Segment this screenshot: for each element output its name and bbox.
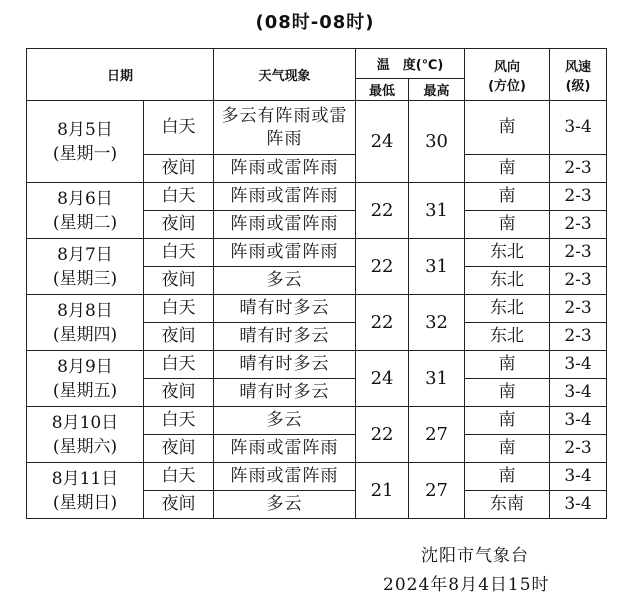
date-label: 8月10日 <box>51 412 119 433</box>
date-cell <box>27 407 144 463</box>
temp-min-cell: 22 <box>356 295 409 351</box>
wind-speed-cell: 2-3 <box>550 435 607 463</box>
wind-speed-cell: 3-4 <box>550 379 607 407</box>
table-row <box>27 351 607 379</box>
table-row <box>27 239 607 267</box>
weather-cell: 多云有阵雨或雷阵雨 <box>214 101 356 155</box>
period-cell: 白天 <box>144 295 214 323</box>
period-cell: 白天 <box>144 239 214 267</box>
table-row <box>27 295 607 323</box>
wind-direction-cell: 南 <box>465 351 550 379</box>
weather-cell: 多云 <box>214 407 356 435</box>
date-label: 8月9日 <box>57 356 113 377</box>
weather-cell: 阵雨或雷阵雨 <box>214 211 356 239</box>
wind-direction-cell: 东北 <box>465 323 550 351</box>
temp-min-cell: 22 <box>356 239 409 295</box>
weather-cell: 晴有时多云 <box>214 379 356 407</box>
table-row <box>27 101 607 155</box>
header-wind-speed <box>550 49 607 101</box>
date-label: 8月11日 <box>51 468 119 489</box>
period-cell: 夜间 <box>144 323 214 351</box>
wind-direction-cell: 南 <box>465 183 550 211</box>
period-cell: 夜间 <box>144 491 214 519</box>
weekday-label: (星期四) <box>52 324 118 345</box>
weather-cell: 晴有时多云 <box>214 295 356 323</box>
wind-direction-cell: 南 <box>465 155 550 183</box>
weather-cell: 阵雨或雷阵雨 <box>214 463 356 491</box>
weekday-label: (星期二) <box>52 212 118 233</box>
table-row <box>27 407 607 435</box>
temp-min-cell: 24 <box>356 101 409 183</box>
wind-speed-cell: 2-3 <box>550 267 607 295</box>
date-cell <box>27 463 144 519</box>
wind-direction-cell: 东北 <box>465 295 550 323</box>
weekly-forecast-table <box>26 48 607 519</box>
wind-direction-cell: 东北 <box>465 267 550 295</box>
header-wind-direction-unit: (方位) <box>488 78 526 94</box>
table-row <box>27 463 607 491</box>
header-weather: 天气现象 <box>214 49 356 101</box>
weather-cell: 晴有时多云 <box>214 323 356 351</box>
wind-speed-cell: 2-3 <box>550 323 607 351</box>
wind-speed-cell: 3-4 <box>550 351 607 379</box>
period-cell: 夜间 <box>144 267 214 295</box>
wind-direction-cell: 南 <box>465 379 550 407</box>
period-cell: 白天 <box>144 407 214 435</box>
header-wind-speed-unit: (级) <box>565 78 591 94</box>
wind-direction-cell: 南 <box>465 211 550 239</box>
wind-speed-cell: 2-3 <box>550 183 607 211</box>
date-label: 8月5日 <box>57 119 113 140</box>
temp-max-cell: 32 <box>409 295 465 351</box>
date-cell <box>27 183 144 239</box>
weather-cell: 晴有时多云 <box>214 351 356 379</box>
wind-speed-cell: 2-3 <box>550 295 607 323</box>
wind-speed-cell: 2-3 <box>550 239 607 267</box>
header-temp-min: 最低 <box>356 79 409 101</box>
header-wind-speed-label: 风速 <box>565 59 592 75</box>
wind-speed-cell: 2-3 <box>550 155 607 183</box>
temp-max-cell: 27 <box>409 463 465 519</box>
weekday-label: (星期日) <box>52 492 118 513</box>
temp-min-cell: 22 <box>356 407 409 463</box>
date-cell <box>27 239 144 295</box>
temp-min-cell: 22 <box>356 183 409 239</box>
weather-cell: 多云 <box>214 491 356 519</box>
weather-cell: 阵雨或雷阵雨 <box>214 155 356 183</box>
period-cell: 夜间 <box>144 155 214 183</box>
header-temperature: 温 度(℃) <box>356 49 465 79</box>
temp-max-cell: 31 <box>409 239 465 295</box>
period-cell: 白天 <box>144 463 214 491</box>
temp-min-cell: 21 <box>356 463 409 519</box>
period-cell: 白天 <box>144 351 214 379</box>
temp-min-cell: 24 <box>356 351 409 407</box>
date-cell <box>27 101 144 183</box>
header-wind-direction-label: 风向 <box>494 59 521 75</box>
table-row <box>27 183 607 211</box>
header-temp-max: 最高 <box>409 79 465 101</box>
wind-direction-cell: 东北 <box>465 239 550 267</box>
weekday-label: (星期五) <box>52 380 118 401</box>
date-cell <box>27 351 144 407</box>
wind-speed-cell: 3-4 <box>550 407 607 435</box>
weekday-label: (星期三) <box>52 268 118 289</box>
period-cell: 夜间 <box>144 379 214 407</box>
issuing-organization: 沈阳市气象台 <box>421 546 529 566</box>
header-row-1 <box>27 49 607 79</box>
header-date: 日期 <box>27 49 214 101</box>
period-cell: 夜间 <box>144 435 214 463</box>
wind-speed-cell: 3-4 <box>550 463 607 491</box>
date-label: 8月7日 <box>57 244 113 265</box>
temp-max-cell: 30 <box>409 101 465 183</box>
wind-direction-cell: 南 <box>465 407 550 435</box>
temp-max-cell: 31 <box>409 351 465 407</box>
date-label: 8月8日 <box>57 300 113 321</box>
period-cell: 白天 <box>144 183 214 211</box>
date-label: 8月6日 <box>57 188 113 209</box>
wind-speed-cell: 2-3 <box>550 211 607 239</box>
issue-datetime: 2024年8月4日15时 <box>383 575 550 595</box>
period-cell: 夜间 <box>144 211 214 239</box>
forecast-period-title: (08时-08时) <box>255 12 375 33</box>
period-cell: 白天 <box>144 101 214 155</box>
wind-speed-cell: 3-4 <box>550 101 607 155</box>
wind-direction-cell: 南 <box>465 463 550 491</box>
weather-cell: 多云 <box>214 267 356 295</box>
temp-max-cell: 27 <box>409 407 465 463</box>
date-cell <box>27 295 144 351</box>
wind-direction-cell: 东南 <box>465 491 550 519</box>
temp-max-cell: 31 <box>409 183 465 239</box>
wind-speed-cell: 3-4 <box>550 491 607 519</box>
weekday-label: (星期一) <box>52 143 118 164</box>
header-wind-direction <box>465 49 550 101</box>
weekday-label: (星期六) <box>52 436 118 457</box>
wind-direction-cell: 南 <box>465 101 550 155</box>
weather-cell: 阵雨或雷阵雨 <box>214 435 356 463</box>
weather-cell: 阵雨或雷阵雨 <box>214 239 356 267</box>
wind-direction-cell: 南 <box>465 435 550 463</box>
weather-cell: 阵雨或雷阵雨 <box>214 183 356 211</box>
